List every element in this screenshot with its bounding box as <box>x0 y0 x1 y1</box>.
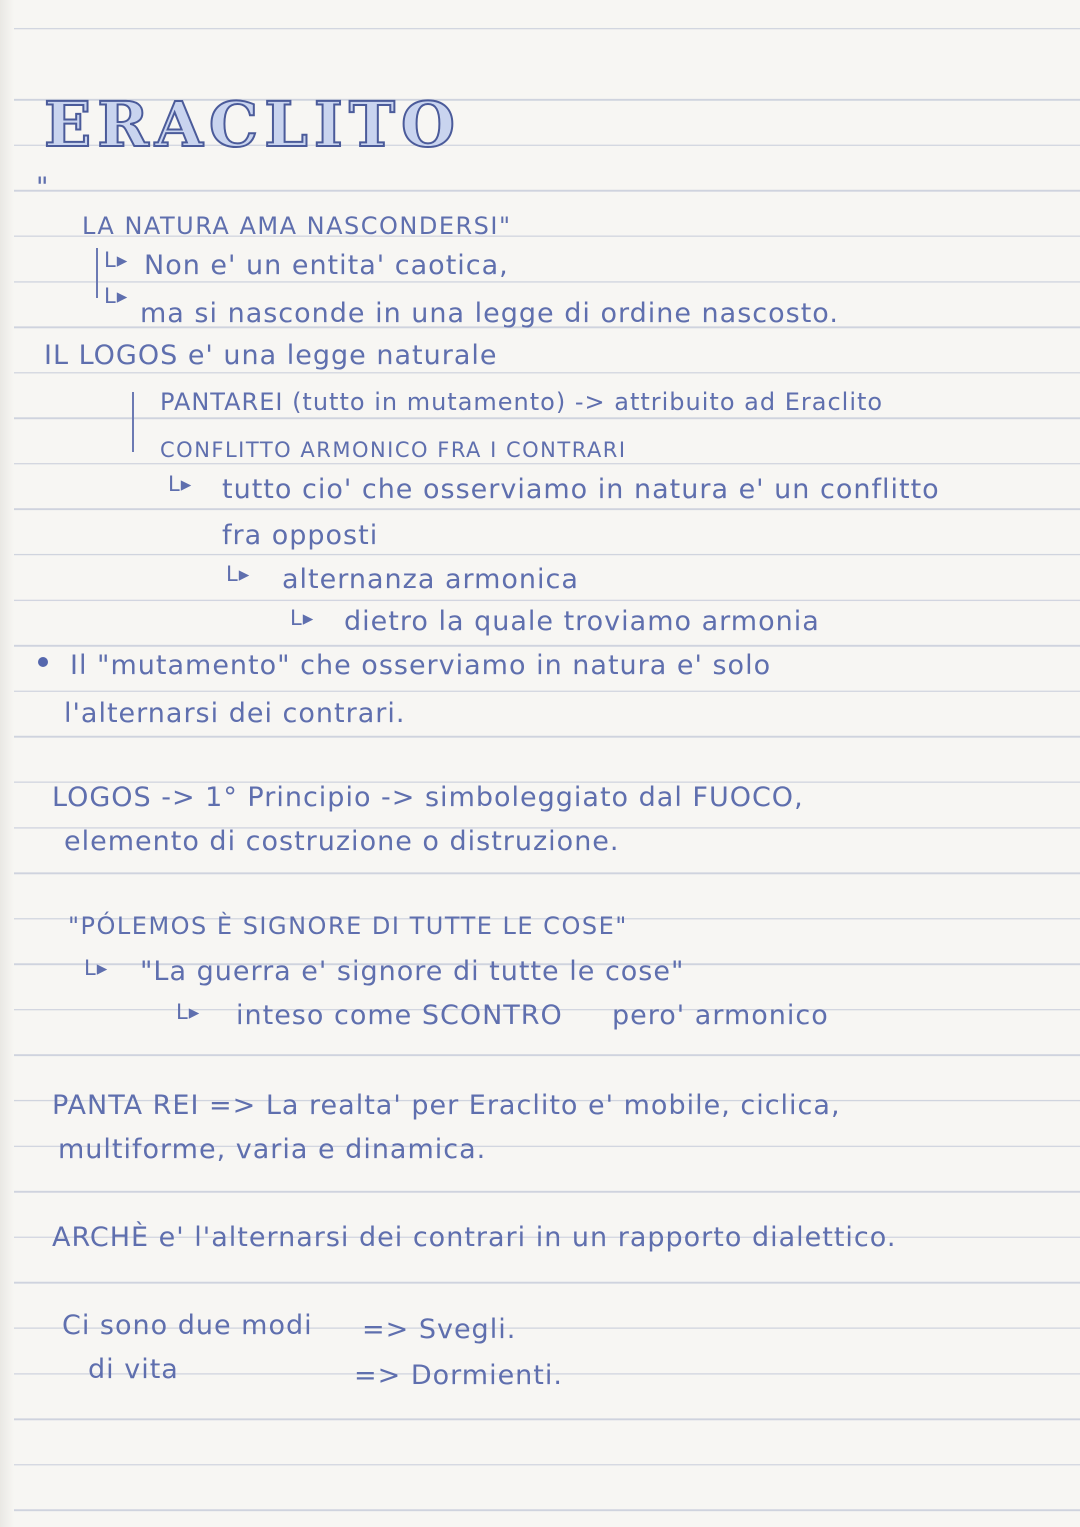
arrow-icon: L▸ <box>84 956 109 980</box>
note-line-8: fra opposti <box>222 520 379 551</box>
note-line-14: elemento di costruzione o distruzione. <box>64 826 620 857</box>
note-line-22b: => Dormienti. <box>354 1360 563 1391</box>
arrow-icon: L▸ <box>104 248 129 272</box>
note-line-19: multiforme, varia e dinamica. <box>58 1134 487 1165</box>
arrow-icon: L▸ <box>104 284 129 308</box>
note-line-5: PANTAREI (tutto in mutamento) -> attribuito ad Eraclito <box>160 388 884 416</box>
arrow-icon: L▸ <box>176 1000 201 1024</box>
note-line-20: ARCHÈ e' l'alternarsi dei contrari in un rapporto dialettico. <box>52 1222 897 1253</box>
page-edge-shadow <box>0 0 14 1527</box>
bracket-2 <box>132 392 134 452</box>
note-line-6: CONFLITTO ARMONICO FRA I CONTRARI <box>160 438 627 462</box>
open-quote: " <box>36 172 50 203</box>
bracket-1 <box>96 248 98 298</box>
page-title: ERACLITO <box>44 88 461 161</box>
note-line-12: l'alternarsi dei contrari. <box>64 698 406 729</box>
note-line-2: Non e' un entita' caotica, <box>144 250 509 281</box>
bullet-icon <box>38 657 48 667</box>
note-line-17b: pero' armonico <box>612 1000 829 1031</box>
arrow-icon: L▸ <box>168 472 193 496</box>
note-line-21a: Ci sono due modi <box>62 1310 313 1341</box>
note-line-16: "La guerra e' signore di tutte le cose" <box>140 956 685 987</box>
note-line-22a: di vita <box>88 1354 179 1385</box>
note-line-11: Il "mutamento" che osserviamo in natura e' solo <box>70 650 772 681</box>
note-line-3: ma si nasconde in una legge di ordine nascosto. <box>140 298 839 329</box>
note-line-4: IL LOGOS e' una legge naturale <box>44 340 498 371</box>
arrow-icon: L▸ <box>290 606 315 630</box>
note-line-21b: => Svegli. <box>362 1314 517 1345</box>
note-line-17a: inteso come SCONTRO <box>236 1000 563 1031</box>
quote-line-1: LA NATURA AMA NASCONDERSI" <box>82 212 512 240</box>
note-line-9: alternanza armonica <box>282 564 579 595</box>
note-line-7: tutto cio' che osserviamo in natura e' un conflitto <box>222 474 940 505</box>
note-line-18: PANTA REI => La realta' per Eraclito e' mobile, ciclica, <box>52 1090 841 1121</box>
note-line-15: "PÓLEMOS È SIGNORE DI TUTTE LE COSE" <box>68 912 628 940</box>
note-line-10: dietro la quale troviamo armonia <box>344 606 820 637</box>
arrow-icon: L▸ <box>226 562 251 586</box>
note-line-13: LOGOS -> 1° Principio -> simboleggiato dal FUOCO, <box>52 782 804 813</box>
